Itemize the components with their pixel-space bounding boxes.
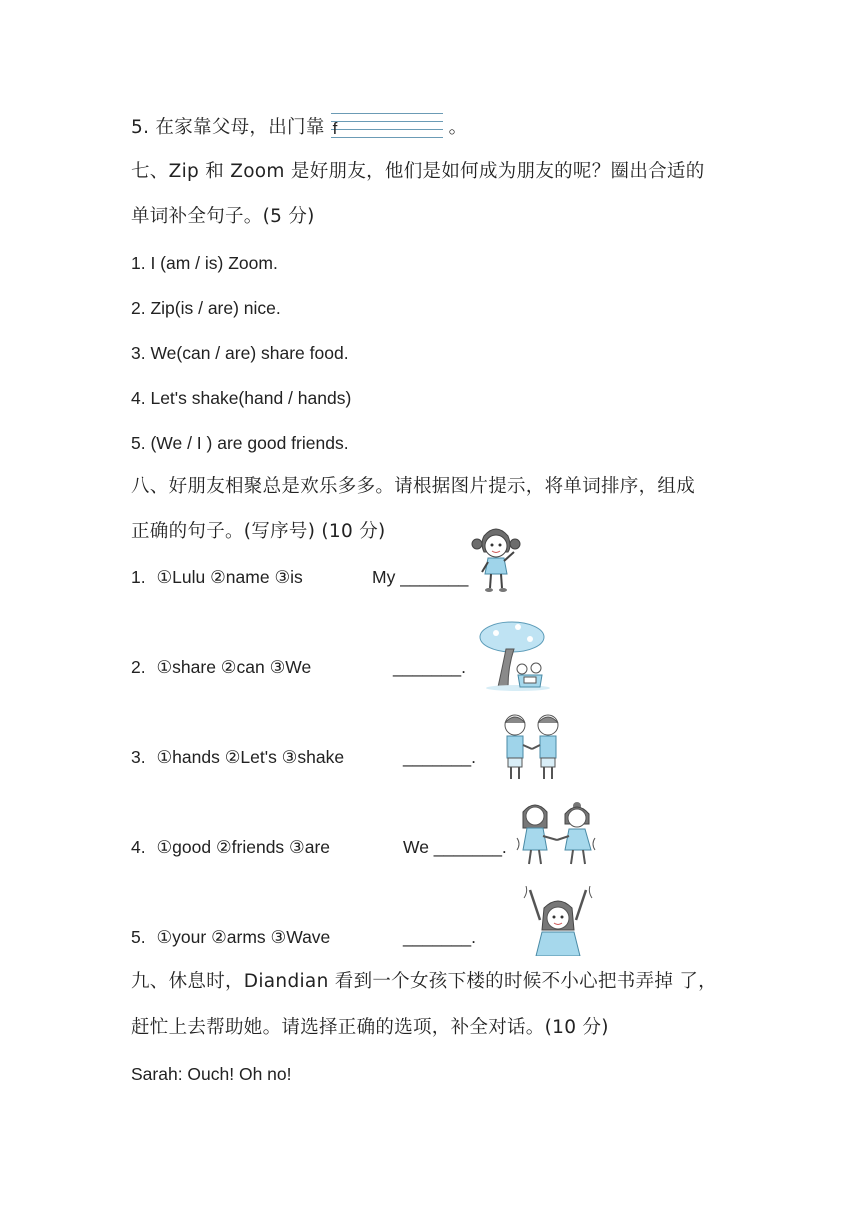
section8-question-3 <box>131 747 476 768</box>
answer-blank[interactable] <box>331 118 443 138</box>
question-number: 5. <box>131 927 146 947</box>
section7-heading-line1: 七、Zip 和 Zoom 是好朋友，他们是如何成为朋友的呢？圈出合适的 <box>131 161 705 182</box>
answer-blank[interactable]: My _______ <box>372 567 469 587</box>
section7-item-5: 5. (We / I ) are good friends. <box>131 433 349 453</box>
kids-under-tree-icon <box>478 617 552 691</box>
section7-item-4: 4. Let's shake(hand / hands) <box>131 388 352 408</box>
question-number: 4. <box>131 837 146 857</box>
section7-heading-line2: 单词补全句子。(5 分) <box>131 206 315 227</box>
section7-item-3: 3. We(can / are) share food. <box>131 343 349 363</box>
section9-heading-line2: 赶忙上去帮助她。请选择正确的选项，补全对话。(10 分) <box>131 1017 609 1038</box>
question-options: ①Lulu ②name ③is <box>156 567 303 587</box>
boys-shaking-hands-icon <box>497 711 569 785</box>
question-options: ①hands ②Let's ③shake <box>156 747 345 767</box>
answer-blank[interactable]: _______. <box>403 747 476 767</box>
section9-heading-line1: 九、休息时，Diandian 看到一个女孩下楼的时候不小心把书弄掉 了， <box>131 971 717 992</box>
section8-question-4 <box>131 837 507 858</box>
section7-item-1: 1. I (am / is) Zoom. <box>131 253 278 273</box>
answer-blank[interactable]: We _______. <box>403 837 507 857</box>
section8-heading-line2: 正确的句子。(写序号) (10 分) <box>131 521 386 542</box>
girls-holding-hands-icon <box>515 798 599 872</box>
blank-hint-letter: f <box>332 119 338 138</box>
answer-blank[interactable]: _______. <box>403 927 476 947</box>
girl-waving-icon <box>470 522 522 594</box>
question-number: 1. <box>131 567 146 587</box>
section8-question-5 <box>131 927 476 948</box>
proverb-text: 5. 在家靠父母，出门靠 <box>131 117 325 138</box>
question-options: ①your ②arms ③Wave <box>156 927 331 947</box>
dialogue-line-sarah: Sarah: Ouch! Oh no! <box>131 1064 292 1084</box>
answer-blank[interactable]: _______. <box>393 657 466 677</box>
girl-waving-arms-icon <box>520 886 596 956</box>
question-number: 3. <box>131 747 146 767</box>
question-number: 2. <box>131 657 146 677</box>
section8-question-1 <box>131 567 469 588</box>
proverb-suffix: 。 <box>448 117 468 138</box>
proverb-item <box>131 116 467 140</box>
section7-item-2: 2. Zip(is / are) nice. <box>131 298 281 318</box>
question-options: ①good ②friends ③are <box>156 837 331 857</box>
question-options: ①share ②can ③We <box>156 657 312 677</box>
section8-question-2 <box>131 657 466 678</box>
section8-heading-line1: 八、好朋友相聚总是欢乐多多。请根据图片提示，将单词排序，组成 <box>131 476 696 497</box>
